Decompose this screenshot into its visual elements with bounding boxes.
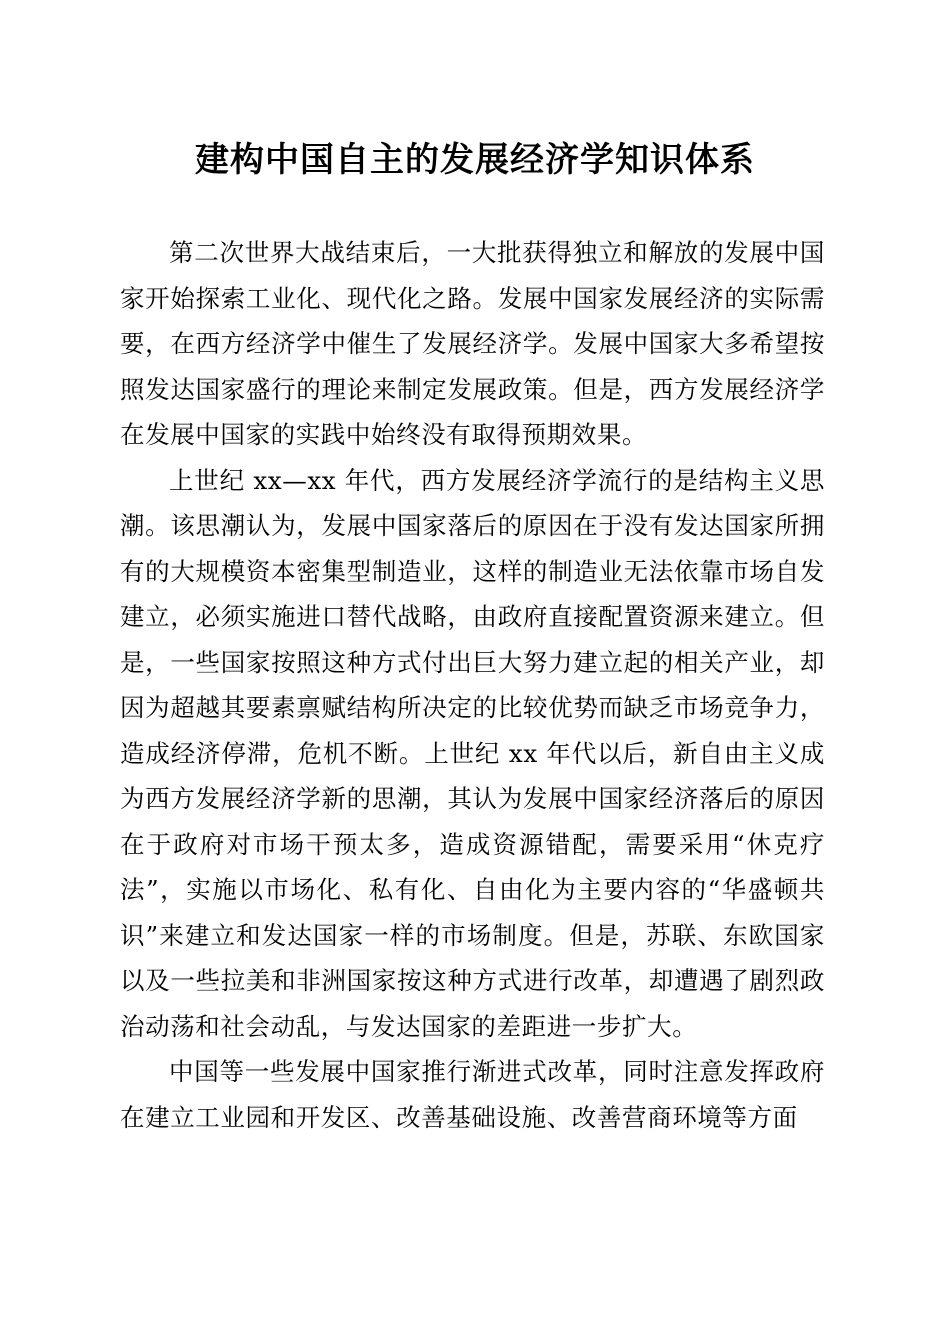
paragraph-1: 第二次世界大战结束后，一大批获得独立和解放的发展中国家开始探索工业化、现代化之路。发展中国家发展经济的实际需要，在西方经济学中催生了发展经济学。发展中国家大多希望按照发达国家盛行的理论来制定发展政策。但是，西方发展经济学在发展中国家的实践中始终没有取得预期效果。: [120, 238, 825, 449]
paragraph-2: 上世纪 xx—xx 年代，西方发展经济学流行的是结构主义思潮。该思潮认为，发展中国家落后的原因在于没有发达国家所拥有的大规模资本密集型制造业，这样的制造业无法依靠市场自发建立，必须实施进口替代战略，由政府直接配置资源来建立。但是，一些国家按照这种方式付出巨大努力建立起的相关产业，却因为超越其要素禀赋结构所决定的比较优势而缺乏市场竞争力，造成经济停滞，危机不断。上世纪 xx 年代以后，新自由主义成为西方发展经济学新的思潮，其认为发展中国家经济落后的原因在于政府对市场干预太多，造成资源错配，需要采用“休克疗法”，实施以市场化、私有化、自由化为主要内容的“华盛顿共识”来建立和发达国家一样的市场制度。但是，苏联、东欧国家以及一些拉美和非洲国家按这种方式进行改革，却遭遇了剧烈政治动荡和社会动乱，与发达国家的差距进一步扩大。: [120, 465, 825, 1041]
document-body: [120, 230, 825, 1140]
paragraph-3: 中国等一些发展中国家推行渐进式改革，同时注意发挥政府在建立工业园和开发区、改善基础设施、改善营商环境等方面: [120, 1057, 825, 1132]
document-title: 建构中国自主的发展经济学知识体系: [195, 140, 755, 180]
